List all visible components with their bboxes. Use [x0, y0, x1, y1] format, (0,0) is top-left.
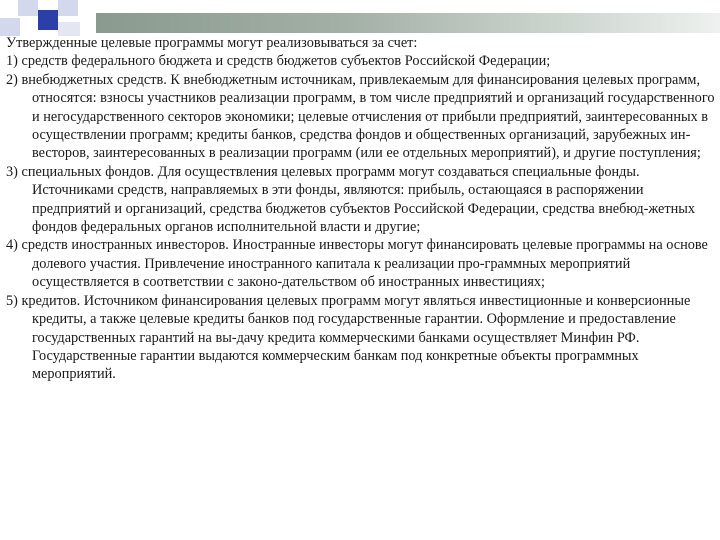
- slide-body: [6, 34, 716, 384]
- list-item: 5) кредитов. Источником финансирования целевых программ могут являться инвестиционные и конверсионные кредиты, а также целевые кредиты банков под государственные гарантии. Оформление и предоставление государственных гарантий на вы-дачу кредита коммерческими банками осуществляет Минфин РФ. Государственные гарантии выдаются коммерческим банкам под конкретные объекты программных мероприятий.: [6, 292, 691, 383]
- header-bar: [96, 13, 720, 33]
- deco-square: [58, 0, 78, 16]
- list-item: 4) средств иностранных инвесторов. Иностранные инвесторы могут финансировать целевые программы на основе долевого участия. Привлечение иностранного капитала к реализации про-граммных мероприятий осуществляется в соответствии с законо-дательством об иностранных инвестициях;: [6, 237, 708, 291]
- list-item: 2) внебюджетных средств. К внебюджетным источникам, привлекаемым для финансирования целевых программ, относятся: взносы участников реализации программ, в том числе предприятий и организаций государственного и негосударственного секторов экономики; целевые отчисления от прибыли предприятий, заинтересованных в осуществлении программ; кредиты банков, средства фондов и общественных организаций, зарубежных ин-весторов, заинтересованных в реализации программ (или ее отдельных мероприятий), и другие поступления;: [6, 71, 715, 162]
- deco-square: [18, 0, 38, 16]
- intro-text: Утвержденные целевые программы могут реализовываться за счет:: [6, 35, 418, 51]
- list-item: 1) средств федерального бюджета и средств бюджетов субъектов Российской Федерации;: [6, 53, 551, 70]
- list-item: 3) специальных фондов. Для осуществления целевых программ могут создаваться специальные фонды. Источниками средств, направляемых в эти фонды, являются: прибыль, остающаяся в распоряжении предприятий и организаций, средства бюджетов субъектов Российской Федерации, средства внебюд-жетных фондов федеральных органов исполнительной власти и другие;: [6, 163, 696, 236]
- deco-square: [38, 10, 58, 30]
